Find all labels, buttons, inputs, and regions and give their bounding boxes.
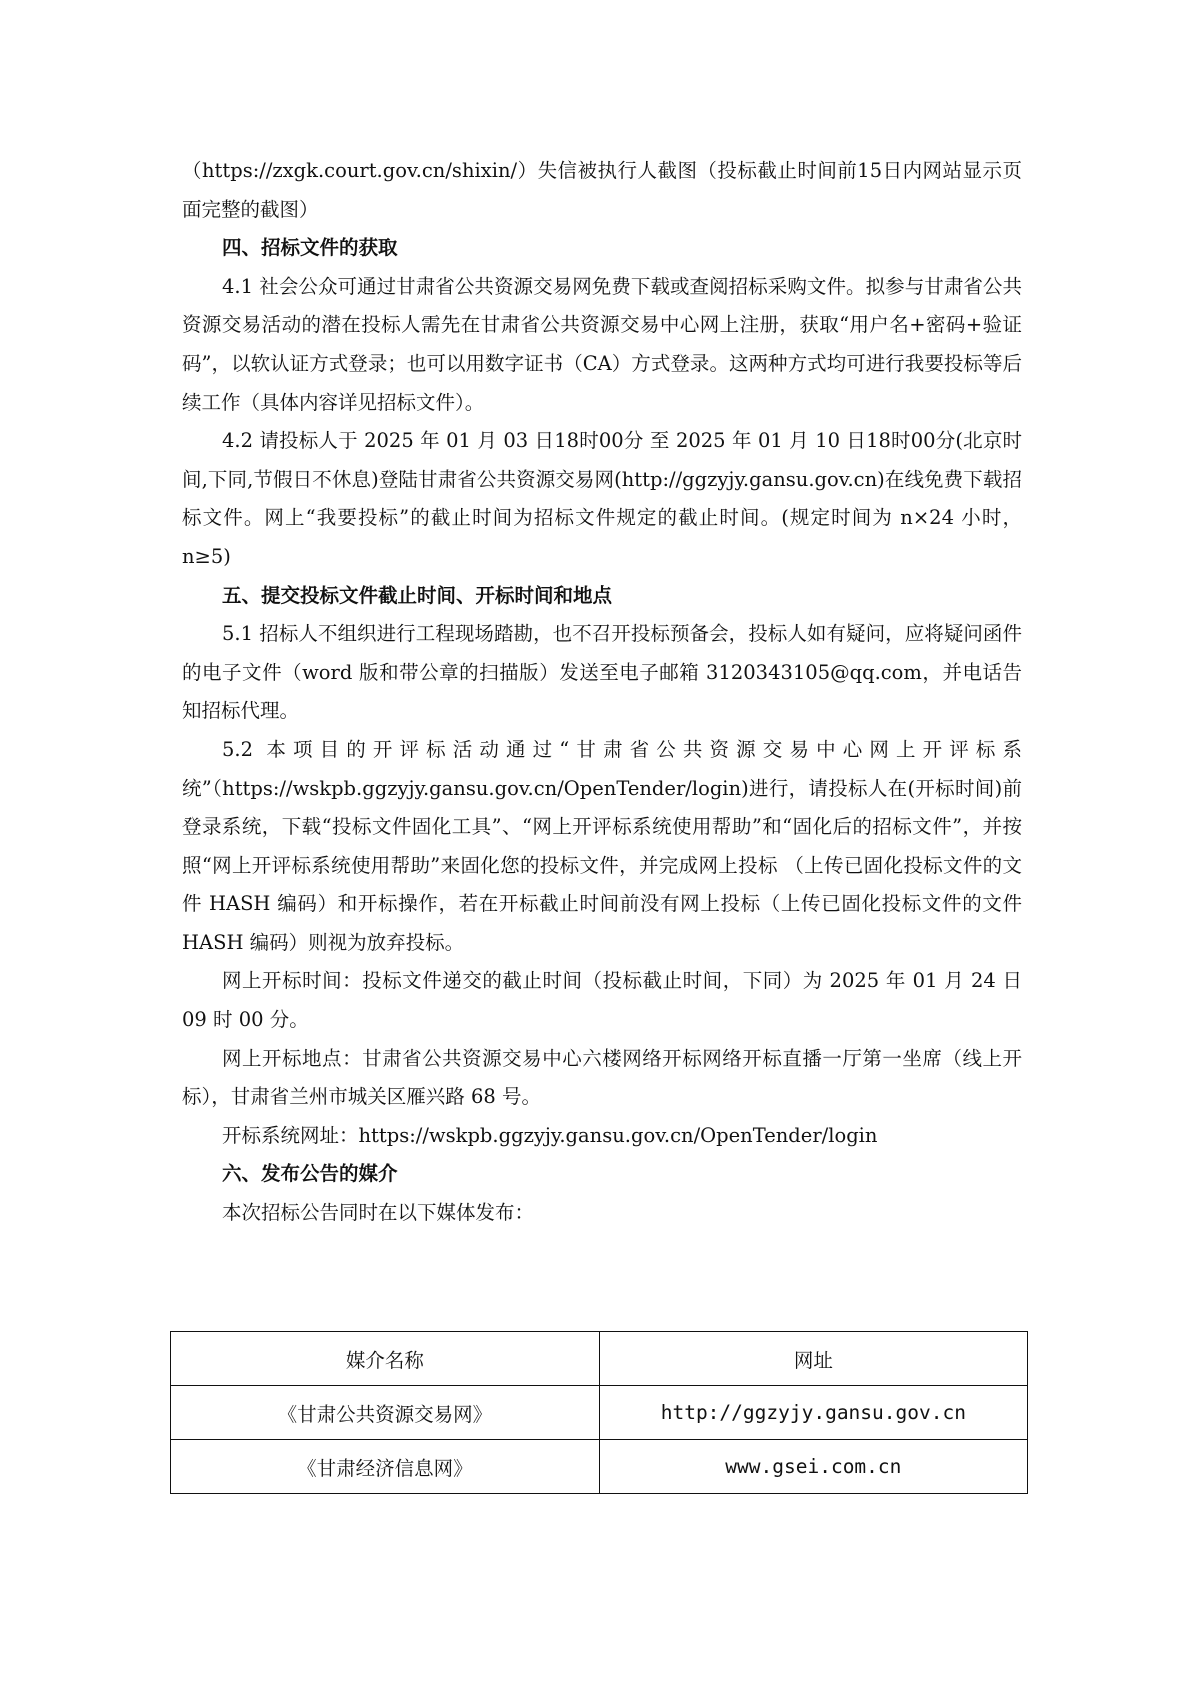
table-row [171, 1440, 1028, 1494]
document-body [182, 152, 1022, 1233]
section-5-heading: 五、提交投标文件截止时间、开标时间和地点 [222, 583, 613, 607]
section-6-heading: 六、发布公告的媒介 [222, 1162, 398, 1186]
media-url-cell: http://ggzyjy.gansu.gov.cn [599, 1386, 1027, 1440]
shixin-screenshot-note: （https://zxgk.court.gov.cn/shixin/）失信被执行人截图（投标截止时间前15日内网站显示页面完整的截图） [182, 159, 1022, 221]
media-table [170, 1331, 1028, 1494]
paragraph-5-1: 5.1 招标人不组织进行工程现场踏勘，也不召开投标预备会，投标人如有疑问，应将疑问函件的电子文件（word 版和带公章的扫描版）发送至电子邮箱 3120343105@qq.com，并电话告知招标代理。 [182, 622, 1022, 723]
paragraph-4-2: 4.2 请投标人于 2025 年 01 月 03 日18时00分 至 2025 年 01 月 10 日18时00分(北京时间,下同,节假日不休息)登陆甘肃省公共资源交易网(http://ggzyjy.gansu.gov.cn)在线免费下载招标文件。网上“我要投标”的截止时间为招标文件规定的截止时间。(规定时间为 n×24 小时，n≥5) [182, 429, 1022, 568]
media-url-header: 网址 [599, 1332, 1027, 1386]
online-opening-place: 网上开标地点：甘肃省公共资源交易中心六楼网络开标网络开标直播一厅第一坐席（线上开标），甘肃省兰州市城关区雁兴路 68 号。 [182, 1046, 1022, 1109]
media-url-cell: www.gsei.com.cn [599, 1440, 1027, 1494]
media-name-header: 媒介名称 [171, 1332, 600, 1386]
media-name-cell: 《甘肃公共资源交易网》 [171, 1386, 600, 1440]
paragraph-5-2: 5.2 本项目的开评标活动通过“甘肃省公共资源交易中心网上开评标系统”（https://wskpb.ggzyjy.gansu.gov.cn/OpenTender/login)进行，请投标人在(开标时间)前登录系统，下载“投标文件固化工具”、“网上开评标系统使用帮助”和“固化后的招标文件”，并按照“网上开评标系统使用帮助”来固化您的投标文件，并完成网上投标 （上传已固化投标文件的文件 HASH 编码）和开标操作，若在开标截止时间前没有网上投标（上传已固化投标文件的文件 HASH 编码）则视为放弃投标。 [182, 737, 1022, 954]
media-name-cell: 《甘肃经济信息网》 [171, 1440, 600, 1494]
media-intro: 本次招标公告同时在以下媒体发布： [222, 1201, 535, 1225]
online-opening-time: 网上开标时间：投标文件递交的截止时间（投标截止时间，下同）为 2025 年 01 月 24 日 09 时 00 分。 [182, 969, 1022, 1032]
section-4-heading: 四、招标文件的获取 [222, 236, 398, 260]
media-table-header-row [171, 1332, 1028, 1386]
table-row [171, 1386, 1028, 1440]
paragraph-4-1: 4.1 社会公众可通过甘肃省公共资源交易网免费下载或查阅招标采购文件。拟参与甘肃省公共资源交易活动的潜在投标人需先在甘肃省公共资源交易中心网上注册，获取“用户名+密码+验证码”，以软认证方式登录；也可以用数字证书（CA）方式登录。这两种方式均可进行我要投标等后续工作（具体内容详见招标文件）。 [182, 274, 1022, 414]
opening-system-url: 开标系统网址：https://wskpb.ggzyjy.gansu.gov.cn/OpenTender/login [222, 1123, 878, 1147]
